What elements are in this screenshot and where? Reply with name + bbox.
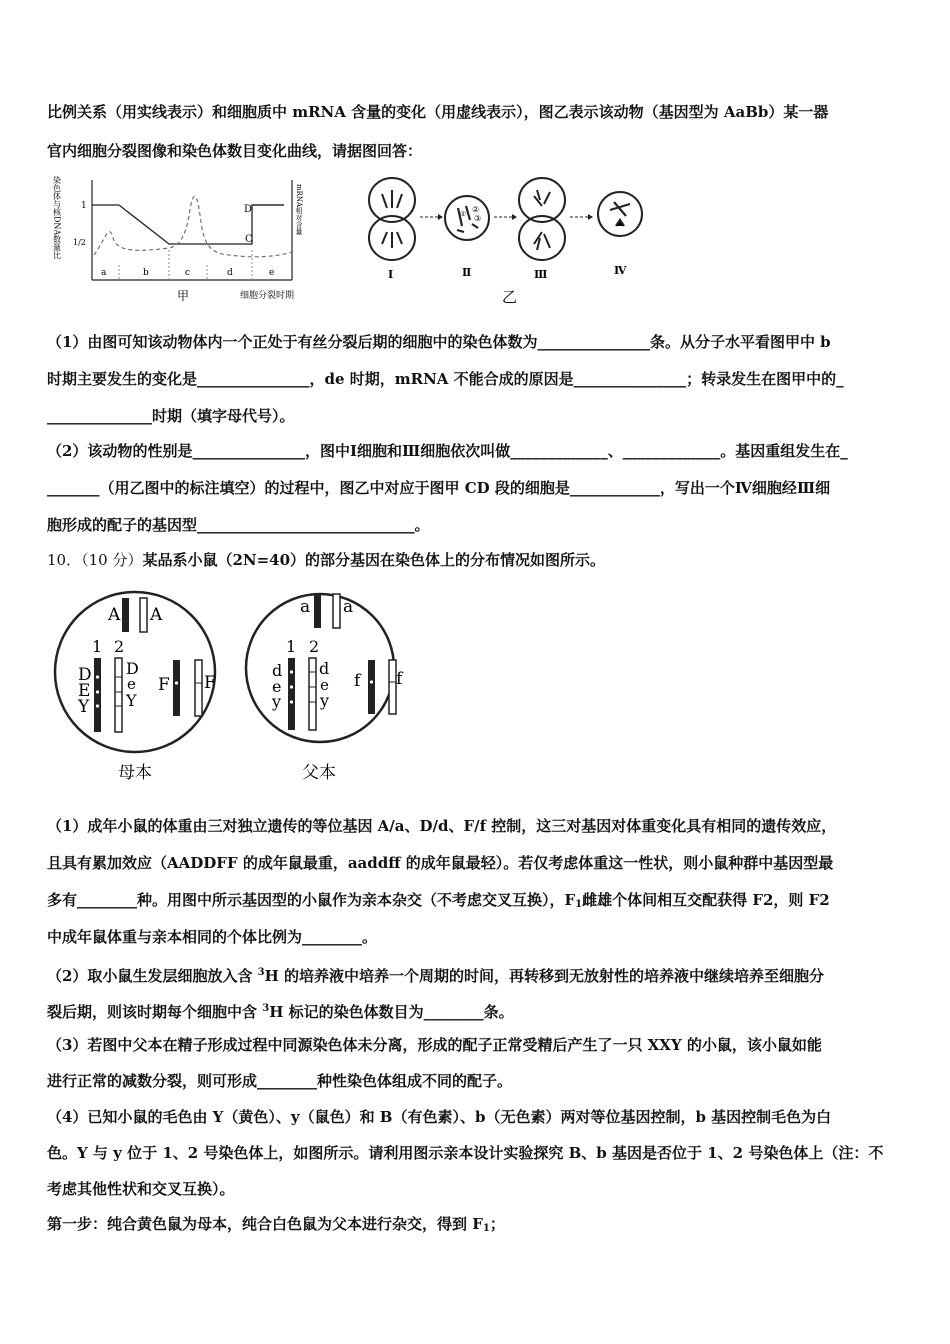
cell-iii-label: Ⅲ xyxy=(534,268,548,281)
q10-step-1b: ； xyxy=(489,1215,505,1233)
q10-p3-line-1: （3）若图中父本在精子形成过程中同源染色体未分离，形成的配子正常受精后产生了一只 XXY 的小鼠，该小鼠如能 xyxy=(47,1036,822,1054)
mother-num-1: 1 xyxy=(92,637,103,656)
father-a-left: a xyxy=(300,597,311,617)
q10-step-1 xyxy=(47,1214,505,1239)
figure-yi xyxy=(362,172,662,307)
intro-line-1: 比例关系（用实线表示）和细胞质中 mRNA 含量的变化（用虚线表示），图乙表示该动物（基因型为 AaBb）某一器 xyxy=(47,103,829,121)
q10-p1-line-3b: 雌雄个体间相互交配获得 F2，则 F2 xyxy=(582,891,830,909)
q9-p2-line-2: _______（用乙图中的标注填空）的过程中，图乙中对应于图甲 CD 段的细胞是____________，写出一个Ⅳ细胞经Ⅲ细 xyxy=(47,479,831,497)
mother-chr2-gene-2: e xyxy=(127,675,136,693)
jia-period-b: b xyxy=(143,268,149,278)
father-chr1-gene-3: y xyxy=(272,692,282,711)
cell-ii-label: Ⅱ xyxy=(462,266,472,279)
q10-p1-line-3-sub: 1 xyxy=(575,899,583,910)
yi-title: 乙 xyxy=(502,288,518,306)
q10-p1-line-3a: 多有________种。用图中所示基因型的小鼠作为亲本杂交（不考虑交叉互换），F xyxy=(47,891,576,909)
mother-num-2: 2 xyxy=(114,637,125,656)
cell-iv-label: Ⅳ xyxy=(614,264,627,277)
q10-p4-line-3: 考虑其他性状和交叉互换）。 xyxy=(47,1180,235,1198)
q10-p2-line-2-sup: 3 xyxy=(262,1003,270,1014)
q10-p3-line-2: 进行正常的减数分裂，则可形成________种性染色体组成不同的配子。 xyxy=(47,1072,513,1090)
jia-xlabel: 细胞分裂时期 xyxy=(240,291,295,301)
mother-label: 母本 xyxy=(118,763,152,783)
q10-p2-line-1b: H 的培养液中培养一个周期的时间，再转移到无放射性的培养液中继续培养至细胞分 xyxy=(264,967,825,985)
mother-A-right: A xyxy=(150,605,163,625)
q9-p1-line-3: ______________时期（填字母代号）。 xyxy=(47,407,295,425)
jia-title: 甲 xyxy=(177,289,190,303)
q10-step-1-sub: 1 xyxy=(482,1223,490,1234)
q10-p2-line-1a: （2）取小鼠生发层细胞放入含 xyxy=(47,967,258,985)
q9-p1-line-1: （1）由图可知该动物体内一个正处于有丝分裂后期的细胞中的染色体数为_______________条。从分子水平看图甲中 b xyxy=(47,333,831,351)
svg-text:②: ② xyxy=(472,205,480,214)
q10-p1-line-1: （1）成年小鼠的体重由三对独立遗传的等位基因 A/a、D/d、F/f 控制，这三对基因对体重变化具有相同的遗传效应， xyxy=(47,817,837,835)
father-label: 父本 xyxy=(302,763,336,783)
cell-ii xyxy=(445,196,489,279)
cell-i-label: Ⅰ xyxy=(388,268,394,281)
jia-point-d: D xyxy=(244,204,253,215)
father-chr2-gene-3: y xyxy=(320,691,330,710)
jia-period-a: a xyxy=(101,268,107,278)
father-a-right: a xyxy=(343,597,354,617)
cell-i xyxy=(369,178,415,281)
jia-point-c: C xyxy=(245,234,253,245)
q10-p4-line-1: （4）已知小鼠的毛色由 Y（黄色）、y（鼠色）和 B（有色素）、b（无色素）两对等位基因控制，b 基因控制毛色为白 xyxy=(47,1108,832,1126)
father-chr2-gene-2: e xyxy=(320,676,329,694)
q10-title-text: 某品系小鼠（2N=40）的部分基因在染色体上的分布情况如图所示。 xyxy=(142,551,606,569)
q10-step-1a: 第一步：纯合黄色鼠为母本，纯合白色鼠为父本进行杂交，得到 F xyxy=(47,1215,483,1233)
jia-period-d: d xyxy=(227,268,233,278)
q10-p4-line-2: 色。Y 与 y 位于 1、2 号染色体上，如图所示。请利用图示亲本设计实验探究 B、b 基因是否位于 1、2 号染色体上（注：不 xyxy=(47,1144,884,1162)
q10-p1-line-2: 且具有累加效应（AADDFF 的成年鼠最重，aaddff 的成年鼠最轻）。若仅考虑体重这一性状，则小鼠种群中基因型最 xyxy=(47,854,834,872)
q10-p2-line-1 xyxy=(47,963,824,986)
mother-chr1-gene-1: D xyxy=(78,665,92,685)
father-cell xyxy=(246,594,404,742)
svg-text:③: ③ xyxy=(474,214,482,223)
jia-ylabel: 染色体与核DNA数量比 xyxy=(52,176,62,260)
mother-chr2-gene-3: Y xyxy=(126,691,137,710)
q10-p2-line-2 xyxy=(47,999,514,1022)
q10-p2-line-2a: 裂后期，则该时期每个细胞中含 xyxy=(47,1003,263,1021)
mother-chr2-gene-1: D xyxy=(126,659,139,678)
mother-chr1-gene-3: Y xyxy=(78,697,90,717)
mother-cell xyxy=(55,592,216,752)
jia-y2label: mRNA相对含量 xyxy=(295,184,303,236)
figure-jia xyxy=(47,170,317,305)
q10-number: 10．（10 分） xyxy=(47,551,143,569)
chromosome-figure xyxy=(50,582,410,792)
mother-A-left: A xyxy=(108,605,121,625)
intro-line-2: 官内细胞分裂图像和染色体数目变化曲线，请据图回答： xyxy=(47,142,423,160)
q9-p2-line-3: 胞形成的配子的基因型_____________________________。 xyxy=(47,516,430,534)
jia-tick-half: 1/2 xyxy=(73,238,86,247)
cell-iv xyxy=(598,192,642,277)
father-num-2: 2 xyxy=(309,637,320,656)
father-chr1-gene-1: d xyxy=(272,661,283,680)
jia-period-e: e xyxy=(269,268,275,278)
father-num-1: 1 xyxy=(286,637,297,656)
jia-tick-1: 1 xyxy=(81,201,87,211)
q10-p1-line-3 xyxy=(47,890,830,915)
q9-p2-line-1: （2）该动物的性别是_______________，图中Ⅰ细胞和Ⅲ细胞依次叫做_____________、_____________。基因重组发生在_ xyxy=(47,442,848,460)
father-f-left: f xyxy=(354,671,361,691)
mother-F-right: F xyxy=(204,673,216,693)
q10-p1-line-4: 中成年鼠体重与亲本相同的个体比例为________。 xyxy=(47,928,378,946)
q9-p1-line-2: 时期主要发生的变化是_______________，de 时期，mRNA 不能合成的原因是_______________；转录发生在图甲中的_ xyxy=(47,370,844,388)
father-chr2-gene-1: d xyxy=(319,659,330,678)
cell-iii xyxy=(519,178,565,281)
father-f-right: f xyxy=(396,669,403,689)
q10-p2-line-1-sup: 3 xyxy=(257,967,265,978)
mother-chr1-gene-2: E xyxy=(78,681,91,701)
q10-p2-line-2b: H 标记的染色体数目为________条。 xyxy=(269,1003,514,1021)
father-chr1-gene-2: e xyxy=(272,677,282,696)
jia-period-c: c xyxy=(185,268,191,278)
q10-title xyxy=(47,550,605,570)
mother-F-left: F xyxy=(158,675,170,695)
svg-text:①: ① xyxy=(460,210,467,218)
